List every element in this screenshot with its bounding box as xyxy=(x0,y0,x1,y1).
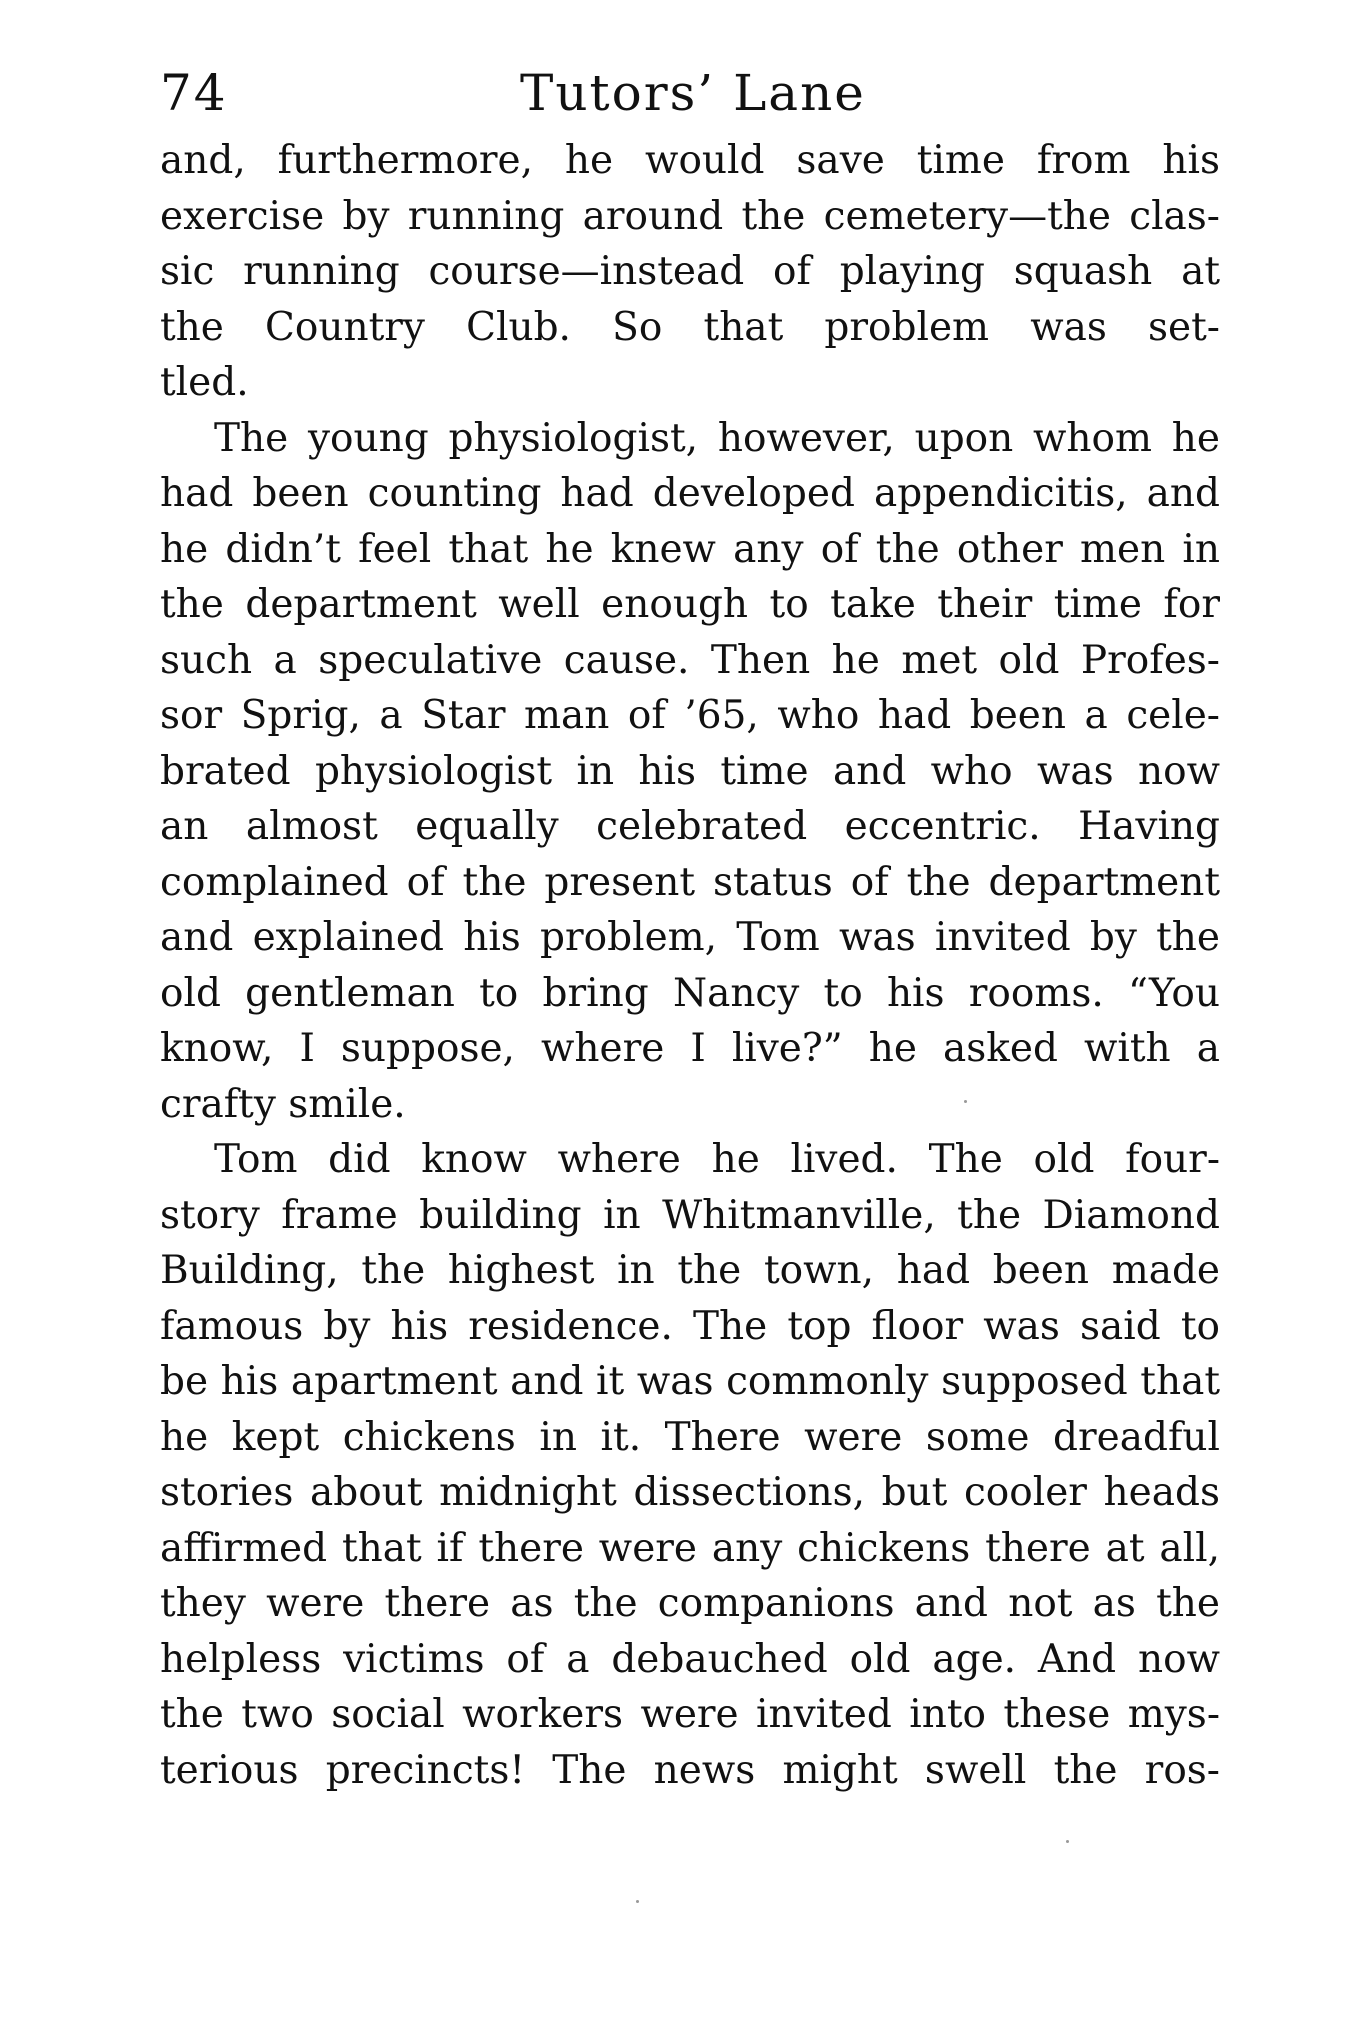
text-line: complained of the present status of the department xyxy=(160,859,1220,905)
text-line: stories about midnight dissections, but cooler heads xyxy=(160,1470,1220,1515)
paragraph-start-line: Tom did know where he lived. The old four- xyxy=(214,1137,1220,1182)
running-title: Tutors’ Lane xyxy=(520,64,866,122)
text-line: and explained his problem, Tom was invited by the xyxy=(160,915,1220,960)
text-line: sic running course—instead of playing squash at xyxy=(160,249,1220,294)
paragraph-start-line: The young physiologist, however, upon whom he xyxy=(214,415,1220,461)
body-text xyxy=(160,133,1220,1798)
text-line: be his apartment and it was commonly supposed that xyxy=(160,1359,1220,1404)
text-line: the two social workers were invited into these mys- xyxy=(160,1692,1220,1737)
text-line: he didn’t feel that he knew any of the other men in xyxy=(160,526,1220,572)
text-line: had been counting had developed appendicitis, and xyxy=(160,471,1220,516)
scan-speck xyxy=(964,1100,967,1103)
text-line: exercise by running around the cemetery—the clas- xyxy=(160,193,1220,239)
text-line: brated physiologist in his time and who was now xyxy=(160,748,1220,794)
paragraph-end-line: tled. xyxy=(160,360,249,405)
text-line: an almost equally celebrated eccentric. Having xyxy=(160,804,1220,849)
text-line: affirmed that if there were any chickens there at all, xyxy=(160,1525,1220,1571)
text-line: he kept chickens in it. There were some dreadful xyxy=(160,1414,1220,1460)
text-line: the Country Club. So that problem was set- xyxy=(160,304,1220,350)
text-line: Building, the highest in the town, had been made xyxy=(160,1248,1220,1293)
scan-speck xyxy=(1066,1840,1069,1843)
text-line: story frame building in Whitmanville, the Diamond xyxy=(160,1192,1220,1238)
text-line: old gentleman to bring Nancy to his rooms. “You xyxy=(160,970,1220,1016)
text-line: such a speculative cause. Then he met old Profes- xyxy=(160,637,1220,683)
text-line: and, furthermore, he would save time from his xyxy=(160,138,1220,183)
text-line: sor Sprig, a Star man of ’65, who had been a cele- xyxy=(160,693,1220,738)
paragraph-end-line: crafty smile. xyxy=(160,1081,406,1127)
text-line: helpless victims of a debauched old age. And now xyxy=(160,1636,1220,1682)
text-line: famous by his residence. The top floor was said to xyxy=(160,1303,1220,1349)
text-line: terious precincts! The news might swell the ros- xyxy=(160,1747,1220,1793)
page-number: 74 xyxy=(160,64,228,122)
text-line: they were there as the companions and not as the xyxy=(160,1581,1220,1626)
text-line: the department well enough to take their time for xyxy=(160,582,1220,627)
page-header xyxy=(160,58,1220,128)
text-line: know, I suppose, where I live?” he asked with a xyxy=(160,1026,1220,1071)
scan-speck xyxy=(636,1900,639,1903)
